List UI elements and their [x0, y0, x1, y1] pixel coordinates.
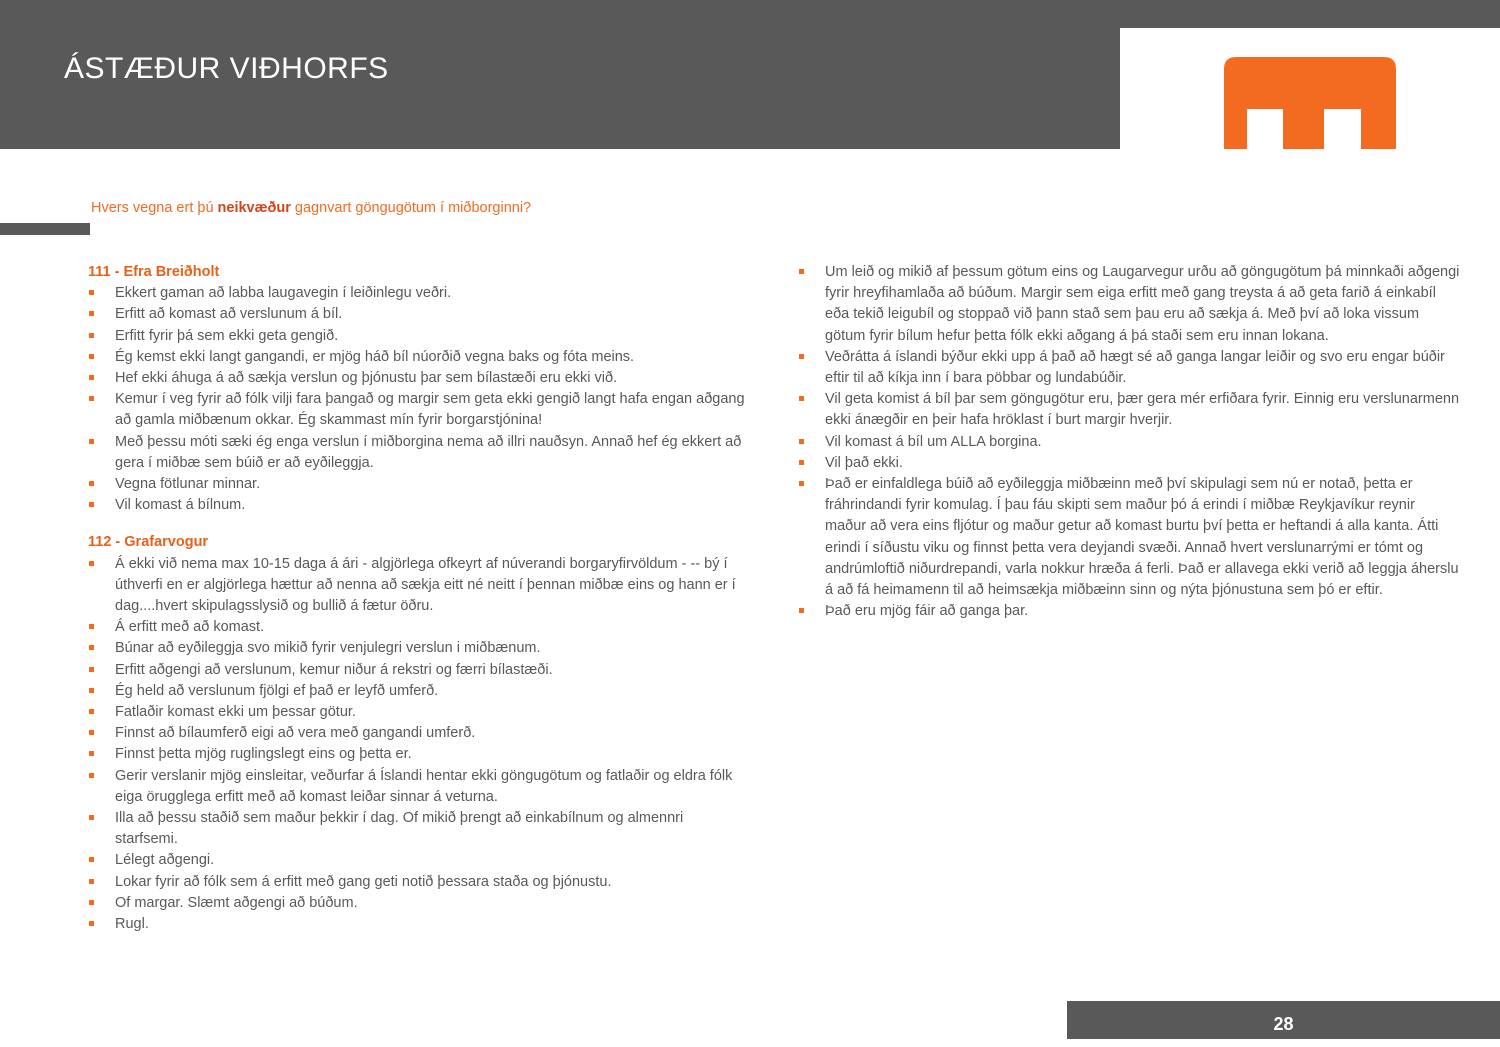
section-title: 111 - Efra Breiðholt — [88, 264, 220, 280]
section-accent-bar — [0, 223, 90, 235]
list-item: Fatlaðir komast ekki um þessar götur. — [88, 702, 748, 723]
logo-icon — [1224, 57, 1396, 149]
list-item: Ekkert gaman að labba laugavegin í leiðinlegu veðri. — [88, 283, 748, 304]
page-title: ÁSTÆÐUR VIÐHORFS — [64, 52, 389, 85]
list-item: Lokar fyrir að fólk sem á erfitt með gang geti notið þessara staða og þjónustu. — [88, 872, 748, 893]
list-item: Búnar að eyðileggja svo mikið fyrir venjulegri verslun i miðbænum. — [88, 638, 748, 659]
list-item: Á ekki við nema max 10-15 daga á ári - algjörlega ofkeyrt af núverandi borgaryfirvöldum - -- bý í úthverfi en er algjörlega hættur að nenna að sækja eitt né neitt í þennan miðbæ eins og hann er í dag....hvert skipulagsslysið og bullið á fætur öðru. — [88, 554, 748, 618]
list-item: Það eru mjög fáir að ganga þar. — [798, 601, 1460, 622]
list-item: Á erfitt með að komast. — [88, 617, 748, 638]
question-emphasis: neikvæður — [217, 200, 291, 216]
section-title: 112 - Grafarvogur — [88, 534, 209, 551]
list-item: Illa að þessu staðið sem maður þekkir í dag. Of mikið þrengt að einkabílnum og almennri starfsemi. — [88, 808, 748, 850]
list-item: Um leið og mikið af þessum götum eins og Laugarvegur urðu að göngugötum þá minnkaði aðgengi fyrir hreyfihamlaða að búðum. Margir sem eiga erfitt með gang treysta á að geta farið á einkabíl eða tekið leigubíl og stoppað við þann stað sem þau eru að sækja á. Með því að loka vissum götum fyrir bílum hefur þetta fólk ekki aðgang á þá staði sem eru innan lokana. — [798, 262, 1460, 347]
list-item: Erfitt fyrir þá sem ekki geta gengið. — [88, 326, 748, 347]
list-item: Vegna fötlunar minnar. — [88, 474, 748, 495]
list-item: Kemur í veg fyrir að fólk vilji fara þangað og margir sem geta ekki gengið langt hafa engan aðgang að gamla miðbænum okkar. Ég skammast mín fyrir borgarstjónina! — [88, 389, 748, 431]
response-list — [88, 554, 748, 936]
list-item: Gerir verslanir mjög einsleitar, veðurfar á Íslandi hentar ekki göngugötum og fatlaðir og eldra fólk eiga örugglega erfitt með að komast leiðar sinnar á veturna. — [88, 766, 748, 808]
list-item: Finnst þetta mjög ruglingslegt eins og þetta er. — [88, 744, 748, 765]
survey-question — [91, 200, 531, 216]
list-item: Rugl. — [88, 914, 748, 935]
list-item: Vil komast á bílnum. — [88, 495, 748, 516]
list-item: Ég held að verslunum fjölgi ef það er leyfð umferð. — [88, 681, 748, 702]
list-item: Finnst að bílaumferð eigi að vera með gangandi umferð. — [88, 723, 748, 744]
page-number: 28 — [1273, 1014, 1294, 1034]
left-column — [88, 262, 748, 951]
list-item: Vil geta komist á bíl þar sem göngugötur eru, þær gera mér erfiðara fyrir. Einnig eru verslunarmenn ekki ánægðir en þeir hafa hröklast í burt margir hverjir. — [798, 389, 1460, 431]
question-text-before: Hvers vegna ert þú — [91, 200, 218, 216]
list-item: Það er einfaldlega búið að eyðileggja miðbæinn með því skipulagi sem nú er notað, þetta er fráhrindandi fyrir komulag. Í þau fáu skipti sem maður þó á erindi í miðbæ Reykjavíkur reynir maður að vera eins fljótur og maður getur að komast burtu því þetta er heftandi á alla kanta. Átti erindi í síðustu viku og finnst þetta vera deyjandi svæði. Annað hvert verslunarrými er tómt og andrúmloftið niðurdrepandi, varla nokkur hræða á ferli. Það er allavega ekki verið að leggja áherslu á að fá heimamenn til að heimsækja miðbæinn sinn og nýta þjónustuna sem þó er eftir. — [798, 474, 1460, 601]
list-item: Veðrátta á íslandi býður ekki upp á það að hægt sé að ganga langar leiðir og svo eru engar búðir eftir til að kíkja inn í bara pöbbar og lundabúðir. — [798, 347, 1460, 389]
list-item: Hef ekki áhuga á að sækja verslun og þjónustu þar sem bílastæði eru ekki við. — [88, 368, 748, 389]
list-item: Lélegt aðgengi. — [88, 850, 748, 871]
right-column — [798, 262, 1460, 638]
list-item: Erfitt að komast að verslunum á bíl. — [88, 304, 748, 325]
list-item: Vil það ekki. — [798, 453, 1460, 474]
list-item: Vil komast á bíl um ALLA borgina. — [798, 432, 1460, 453]
list-item: Of margar. Slæmt aðgengi að búðum. — [88, 893, 748, 914]
list-item: Ég kemst ekki langt gangandi, er mjög háð bíl núorðið vegna baks og fóta meins. — [88, 347, 748, 368]
response-list — [798, 262, 1460, 622]
list-item: Með þessu móti sæki ég enga verslun í miðborgina nema að illri nauðsyn. Annað hef ég ekkert að gera í miðbæ sem búið er að eyðileggja. — [88, 432, 748, 474]
question-text-after: gagnvart göngugötum í miðborginni? — [290, 200, 532, 216]
list-item: Erfitt aðgengi að verslunum, kemur niður á rekstri og færri bílastæði. — [88, 660, 748, 681]
response-list — [88, 283, 748, 516]
